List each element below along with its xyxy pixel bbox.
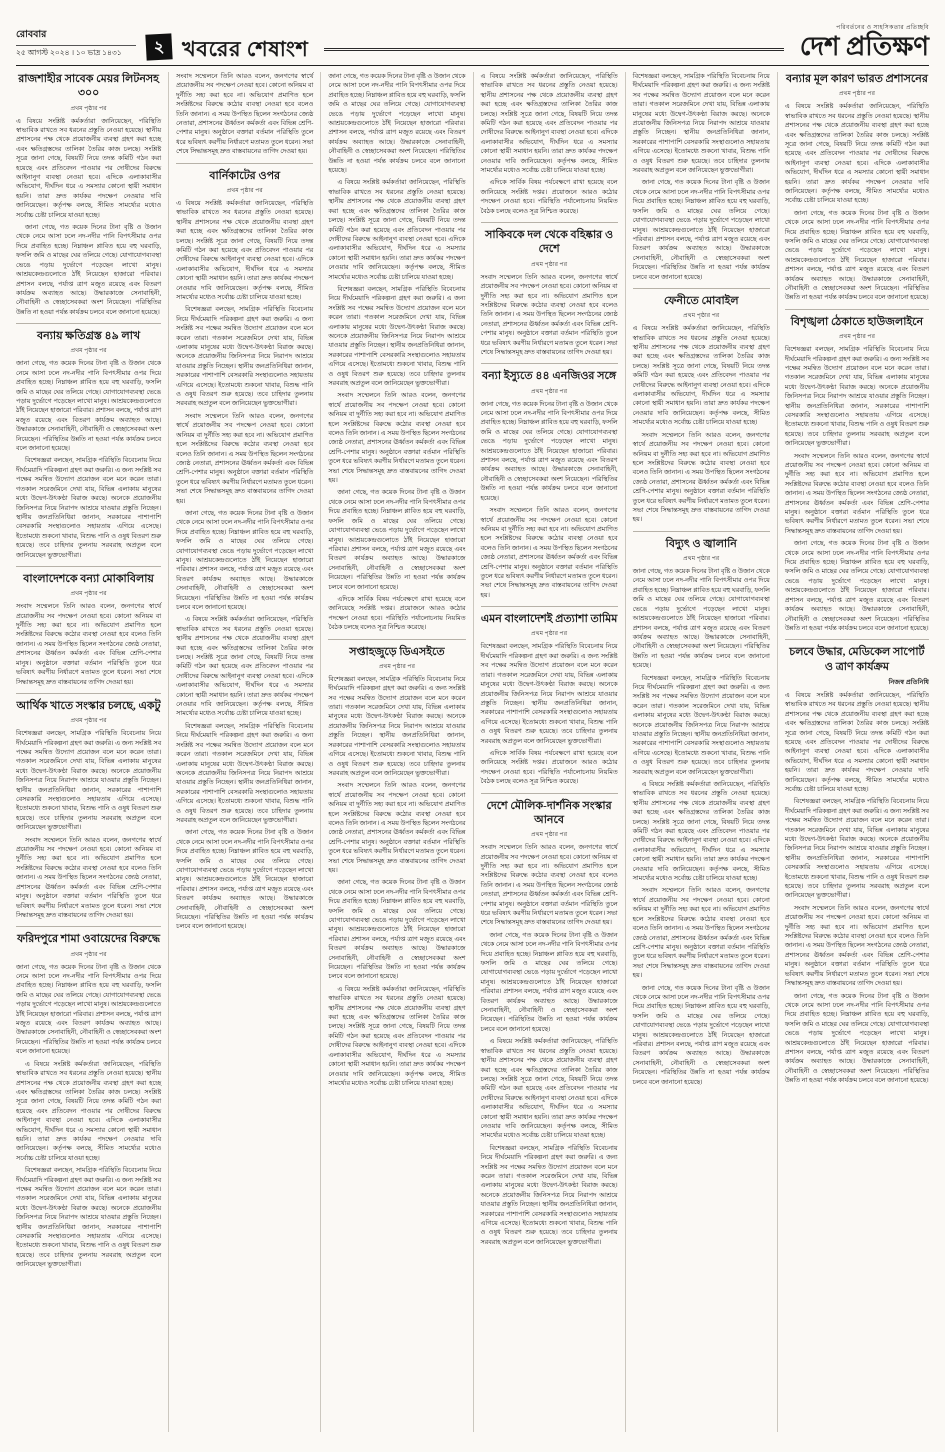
article-continuation xyxy=(328,72,465,633)
article-headline: ফেনীতে মোবাইল xyxy=(663,294,739,307)
masthead-title: দেশ প্রতিক্ষণ xyxy=(799,32,929,61)
article-body: এ বিষয়ে সংশ্লিষ্ট কর্মকর্তারা জানিয়েছেন, পরিস্থিতি স্বাভাবিক রাখতে সব ধরনের প্রস্তুতি নেওয়া হয়েছে। স্থানীয় প্রশাসনের পক্ষ থেকে প্রয়োজনীয় ব্যবস্থা গ্রহণ করা হচ্ছে এবং ক্ষতিগ্রস্তদের তালিকা তৈরির কাজ চলছে। সংশ্লিষ্ট সূত্রে জানা গেছে, বিষয়টি নিয়ে তদন্ত কমিটি গঠন করা হয়েছে এবং প্রতিবেদন পাওয়ার পর দোষীদের বিরুদ্ধে আইনানুগ ব্যবস্থা নেওয়া হবে। এদিকে এলাকাবাসীর অভিযোগ, দীর্ঘদিন ধরে এ সমস্যার কোনো স্থায়ী সমাধান হয়নি। তারা দ্রুত কার্যকর পদক্ষেপ নেওয়ার দাবি জানিয়েছেন। কর্তৃপক্ষ বলছে, সীমিত সামর্থ্যের মধ্যেও সর্বোচ্চ চেষ্টা চালিয়ে যাওয়া হচ্ছে। xyxy=(632,325,770,427)
article-body: বিশেষজ্ঞরা বলছেন, সামগ্রিক পরিস্থিতি বিবেচনায় নিয়ে দীর্ঘমেয়াদি পরিকল্পনা গ্রহণ করা জরুরি। এ জন্য সংশ্লিষ্ট সব পক্ষের সমন্বিত উদ্যোগ প্রয়োজন বলে মনে করেন তারা। গতকাল সরেজমিনে দেখা যায়, বিভিন্ন এলাকায় মানুষের মধ্যে উদ্বেগ-উৎকণ্ঠা বিরাজ করছে। অনেকে প্রয়োজনীয় জিনিসপত্র নিয়ে নিরাপদ আশ্রয়ে যাওয়ার প্রস্তুতি নিচ্ছেন। স্থানীয় জনপ্রতিনিধিরা জানান, সরকারের পাশাপাশি বেসরকারি সংস্থাগুলোও সহায়তায় এগিয়ে এসেছে। ইতোমধ্যে শুকনো খাবার, বিশুদ্ধ পানি ও ওষুধ বিতরণ শুরু হয়েছে। তবে চাহিদার তুলনায় সরবরাহ অপ্রতুল বলে জানিয়েছেন ভুক্তভোগীরা। xyxy=(784,798,929,900)
article-body: জানা গেছে, গত কয়েক দিনের টানা বৃষ্টি ও উজান থেকে নেমে আসা ঢলে নদ-নদীর পানি বিপৎসীমার ওপর দিয়ে প্রবাহিত হচ্ছে। নিম্নাঞ্চল প্লাবিত হয়ে বহু ঘরবাড়ি, ফসলি জমি ও মাছের ঘের তলিয়ে গেছে। যোগাযোগব্যবস্থা ভেঙে পড়ায় দুর্ভোগে পড়েছেন লাখো মানুষ। আশ্রয়কেন্দ্রগুলোতে ঠাঁই নিয়েছেন হাজারো পরিবার। প্রশাসন বলছে, পর্যাপ্ত ত্রাণ মজুত রয়েছে এবং বিতরণ কার্যক্রম অব্যাহত আছে। উদ্ধারকাজে সেনাবাহিনী, নৌবাহিনী ও স্বেচ্ছাসেবকরা অংশ নিয়েছেন। পরিস্থিতির উন্নতি না হওয়া পর্যন্ত কার্যক্রম চলবে বলে জানানো হয়েছে। xyxy=(480,931,618,1033)
masthead xyxy=(800,22,929,60)
continued-from-label: প্রথম পৃষ্ঠার পর xyxy=(838,90,876,98)
article-headline: বন্যায় ক্ষতিগ্রস্ত ৪৯ লাখ xyxy=(37,330,141,343)
article-bonna-karon xyxy=(785,72,929,303)
article-body: বিশেষজ্ঞরা বলছেন, সামগ্রিক পরিস্থিতি বিবেচনায় নিয়ে দীর্ঘমেয়াদি পরিকল্পনা গ্রহণ করা জরুরি। এ জন্য সংশ্লিষ্ট সব পক্ষের সমন্বিত উদ্যোগ প্রয়োজন বলে মনে করেন তারা। গতকাল সরেজমিনে দেখা যায়, বিভিন্ন এলাকায় মানুষের মধ্যে উদ্বেগ-উৎকণ্ঠা বিরাজ করছে। অনেকে প্রয়োজনীয় জিনিসপত্র নিয়ে নিরাপদ আশ্রয়ে যাওয়ার প্রস্তুতি নিচ্ছেন। স্থানীয় জনপ্রতিনিধিরা জানান, সরকারের পাশাপাশি বেসরকারি সংস্থাগুলোও সহায়তায় এগিয়ে এসেছে। ইতোমধ্যে শুকনো খাবার, বিশুদ্ধ পানি ও ওষুধ বিতরণ শুরু হয়েছে। তবে চাহিদার তুলনায় সরবরাহ অপ্রতুল বলে জানিয়েছেন ভুক্তভোগীরা। xyxy=(632,73,770,175)
article-headline: বিশৃঙ্খলা ঠেকাতে হাউজলাইনে xyxy=(790,315,924,328)
article-body: বিশেষজ্ঞরা বলছেন, সামগ্রিক পরিস্থিতি বিবেচনায় নিয়ে দীর্ঘমেয়াদি পরিকল্পনা গ্রহণ করা জরুরি। এ জন্য সংশ্লিষ্ট সব পক্ষের সমন্বিত উদ্যোগ প্রয়োজন বলে মনে করেন তারা। গতকাল সরেজমিনে দেখা যায়, বিভিন্ন এলাকায় মানুষের মধ্যে উদ্বেগ-উৎকণ্ঠা বিরাজ করছে। অনেকে প্রয়োজনীয় জিনিসপত্র নিয়ে নিরাপদ আশ্রয়ে যাওয়ার প্রস্তুতি নিচ্ছেন। স্থানীয় জনপ্রতিনিধিরা জানান, সরকারের পাশাপাশি বেসরকারি সংস্থাগুলোও সহায়তায় এগিয়ে এসেছে। ইতোমধ্যে শুকনো খাবার, বিশুদ্ধ পানি ও ওষুধ বিতরণ শুরু হয়েছে। তবে চাহিদার তুলনায় সরবরাহ অপ্রতুল বলে জানিয়েছেন ভুক্তভোগীরা। xyxy=(480,1144,618,1246)
continued-from-label: প্রথম পৃষ্ঠার পর xyxy=(530,260,568,268)
continued-from-label: প্রথম পৃষ্ঠার পর xyxy=(683,555,720,563)
article-body: এ বিষয়ে সংশ্লিষ্ট কর্মকর্তারা জানিয়েছেন, পরিস্থিতি স্বাভাবিক রাখতে সব ধরনের প্রস্তুতি নেওয়া হয়েছে। স্থানীয় প্রশাসনের পক্ষ থেকে প্রয়োজনীয় ব্যবস্থা গ্রহণ করা হচ্ছে এবং ক্ষতিগ্রস্তদের তালিকা তৈরির কাজ চলছে। সংশ্লিষ্ট সূত্রে জানা গেছে, বিষয়টি নিয়ে তদন্ত কমিটি গঠন করা হয়েছে এবং প্রতিবেদন পাওয়ার পর দোষীদের বিরুদ্ধে আইনানুগ ব্যবস্থা নেওয়া হবে। এদিকে এলাকাবাসীর অভিযোগ, দীর্ঘদিন ধরে এ সমস্যার কোনো স্থায়ী সমাধান হয়নি। তারা দ্রুত কার্যকর পদক্ষেপ নেওয়ার দাবি জানিয়েছেন। কর্তৃপক্ষ বলছে, সীমিত সামর্থ্যের মধ্যেও সর্বোচ্চ চেষ্টা চালিয়ে যাওয়া হচ্ছে। xyxy=(784,103,929,205)
continued-from-label: প্রথম পৃষ্ঠার পর xyxy=(70,590,107,598)
article-headline: চলবে উদ্ধার, মেডিকেল সাপোর্ট ও ত্রাণ কার্যক্রম xyxy=(789,646,925,673)
article-moulik xyxy=(481,793,618,1248)
header-day-date xyxy=(16,28,136,60)
article-body: সংবাদ সম্মেলনে তিনি আরও বলেন, জনগণের স্বার্থে প্রয়োজনীয় সব পদক্ষেপ নেওয়া হবে। কোনো অনিয়ম বা দুর্নীতি সহ্য করা হবে না। অভিযোগ প্রমাণিত হলে সংশ্লিষ্টদের বিরুদ্ধে কঠোর ব্যবস্থা নেওয়া হবে বলেও তিনি জানান। এ সময় উপস্থিত ছিলেন সংগঠনের জ্যেষ্ঠ নেতারা, প্রশাসনের ঊর্ধ্বতন কর্মকর্তা এবং বিভিন্ন শ্রেণি-পেশার মানুষ। অনুষ্ঠানে বক্তারা বর্তমান পরিস্থিতি তুলে ধরে ভবিষ্যৎ করণীয় নির্ধারণে মতামত তুলে ধরেন। সভা শেষে সিদ্ধান্তসমূহ দ্রুত বাস্তবায়নের তাগিদ দেওয়া হয়। xyxy=(784,904,929,988)
article-body: জানা গেছে, গত কয়েক দিনের টানা বৃষ্টি ও উজান থেকে নেমে আসা ঢলে নদ-নদীর পানি বিপৎসীমার ওপর দিয়ে প্রবাহিত হচ্ছে। নিম্নাঞ্চল প্লাবিত হয়ে বহু ঘরবাড়ি, ফসলি জমি ও মাছের ঘের তলিয়ে গেছে। যোগাযোগব্যবস্থা ভেঙে পড়ায় দুর্ভোগে পড়েছেন লাখো মানুষ। আশ্রয়কেন্দ্রগুলোতে ঠাঁই নিয়েছেন হাজারো পরিবার। প্রশাসন বলছে, পর্যাপ্ত ত্রাণ মজুত রয়েছে এবং বিতরণ কার্যক্রম অব্যাহত আছে। উদ্ধারকাজে সেনাবাহিনী, নৌবাহিনী ও স্বেচ্ছাসেবকরা অংশ নিয়েছেন। পরিস্থিতির উন্নতি না হওয়া পর্যন্ত কার্যক্রম চলবে বলে জানানো হয়েছে। xyxy=(328,879,466,981)
article-body: বিশেষজ্ঞরা বলছেন, সামগ্রিক পরিস্থিতি বিবেচনায় নিয়ে দীর্ঘমেয়াদি পরিকল্পনা গ্রহণ করা জরুরি। এ জন্য সংশ্লিষ্ট সব পক্ষের সমন্বিত উদ্যোগ প্রয়োজন বলে মনে করেন তারা। গতকাল সরেজমিনে দেখা যায়, বিভিন্ন এলাকায় মানুষের মধ্যে উদ্বেগ-উৎকণ্ঠা বিরাজ করছে। অনেকে প্রয়োজনীয় জিনিসপত্র নিয়ে নিরাপদ আশ্রয়ে যাওয়ার প্রস্তুতি নিচ্ছেন। স্থানীয় জনপ্রতিনিধিরা জানান, সরকারের পাশাপাশি বেসরকারি সংস্থাগুলোও সহায়তায় এগিয়ে এসেছে। ইতোমধ্যে শুকনো খাবার, বিশুদ্ধ পানি ও ওষুধ বিতরণ শুরু হয়েছে। তবে চাহিদার তুলনায় সরবরাহ অপ্রতুল বলে জানিয়েছেন ভুক্তভোগীরা। xyxy=(16,1167,162,1269)
article-body: জানা গেছে, গত কয়েক দিনের টানা বৃষ্টি ও উজান থেকে নেমে আসা ঢলে নদ-নদীর পানি বিপৎসীমার ওপর দিয়ে প্রবাহিত হচ্ছে। নিম্নাঞ্চল প্লাবিত হয়ে বহু ঘরবাড়ি, ফসলি জমি ও মাছের ঘের তলিয়ে গেছে। যোগাযোগব্যবস্থা ভেঙে পড়ায় দুর্ভোগে পড়েছেন লাখো মানুষ। আশ্রয়কেন্দ্রগুলোতে ঠাঁই নিয়েছেন হাজারো পরিবার। প্রশাসন বলছে, পর্যাপ্ত ত্রাণ মজুত রয়েছে এবং বিতরণ কার্যক্রম অব্যাহত আছে। উদ্ধারকাজে সেনাবাহিনী, নৌবাহিনী ও স্বেচ্ছাসেবকরা অংশ নিয়েছেন। পরিস্থিতির উন্নতি না হওয়া পর্যন্ত কার্যক্রম চলবে বলে জানানো হয়েছে। xyxy=(480,400,618,502)
page-number-badge: ২ xyxy=(145,33,172,60)
article-body: বিশেষজ্ঞরা বলছেন, সামগ্রিক পরিস্থিতি বিবেচনায় নিয়ে দীর্ঘমেয়াদি পরিকল্পনা গ্রহণ করা জরুরি। এ জন্য সংশ্লিষ্ট সব পক্ষের সমন্বিত উদ্যোগ প্রয়োজন বলে মনে করেন তারা। গতকাল সরেজমিনে দেখা যায়, বিভিন্ন এলাকায় মানুষের মধ্যে উদ্বেগ-উৎকণ্ঠা বিরাজ করছে। অনেকে প্রয়োজনীয় জিনিসপত্র নিয়ে নিরাপদ আশ্রয়ে যাওয়ার প্রস্তুতি নিচ্ছেন। স্থানীয় জনপ্রতিনিধিরা জানান, সরকারের পাশাপাশি বেসরকারি সংস্থাগুলোও সহায়তায় এগিয়ে এসেছে। ইতোমধ্যে শুকনো খাবার, বিশুদ্ধ পানি ও ওষুধ বিতরণ শুরু হয়েছে। তবে চাহিদার তুলনায় সরবরাহ অপ্রতুল বলে জানিয়েছেন ভুক্তভোগীরা। xyxy=(632,674,770,776)
article-body: বিশেষজ্ঞরা বলছেন, সামগ্রিক পরিস্থিতি বিবেচনায় নিয়ে দীর্ঘমেয়াদি পরিকল্পনা গ্রহণ করা জরুরি। এ জন্য সংশ্লিষ্ট সব পক্ষের সমন্বিত উদ্যোগ প্রয়োজন বলে মনে করেন তারা। গতকাল সরেজমিনে দেখা যায়, বিভিন্ন এলাকায় মানুষের মধ্যে উদ্বেগ-উৎকণ্ঠা বিরাজ করছে। অনেকে প্রয়োজনীয় জিনিসপত্র নিয়ে নিরাপদ আশ্রয়ে যাওয়ার প্রস্তুতি নিচ্ছেন। স্থানীয় জনপ্রতিনিধিরা জানান, সরকারের পাশাপাশি বেসরকারি সংস্থাগুলোও সহায়তায় এগিয়ে এসেছে। ইতোমধ্যে শুকনো খাবার, বিশুদ্ধ পানি ও ওষুধ বিতরণ শুরু হয়েছে। তবে চাহিদার তুলনায় সরবরাহ অপ্রতুল বলে জানিয়েছেন ভুক্তভোগীরা। xyxy=(480,643,618,745)
header-divider-rule xyxy=(324,48,783,51)
article-body: জানা গেছে, গত কয়েক দিনের টানা বৃষ্টি ও উজান থেকে নেমে আসা ঢলে নদ-নদীর পানি বিপৎসীমার ওপর দিয়ে প্রবাহিত হচ্ছে। নিম্নাঞ্চল প্লাবিত হয়ে বহু ঘরবাড়ি, ফসলি জমি ও মাছের ঘের তলিয়ে গেছে। যোগাযোগব্যবস্থা ভেঙে পড়ায় দুর্ভোগে পড়েছেন লাখো মানুষ। আশ্রয়কেন্দ্রগুলোতে ঠাঁই নিয়েছেন হাজারো পরিবার। প্রশাসন বলছে, পর্যাপ্ত ত্রাণ মজুত রয়েছে এবং বিতরণ কার্যক্রম অব্যাহত আছে। উদ্ধারকাজে সেনাবাহিনী, নৌবাহিনী ও স্বেচ্ছাসেবকরা অংশ নিয়েছেন। পরিস্থিতির উন্নতি না হওয়া পর্যন্ত কার্যক্রম চলবে বলে জানানো হয়েছে। xyxy=(328,489,466,591)
article-body: জানা গেছে, গত কয়েক দিনের টানা বৃষ্টি ও উজান থেকে নেমে আসা ঢলে নদ-নদীর পানি বিপৎসীমার ওপর দিয়ে প্রবাহিত হচ্ছে। নিম্নাঞ্চল প্লাবিত হয়ে বহু ঘরবাড়ি, ফসলি জমি ও মাছের ঘের তলিয়ে গেছে। যোগাযোগব্যবস্থা ভেঙে পড়ায় দুর্ভোগে পড়েছেন লাখো মানুষ। আশ্রয়কেন্দ্রগুলোতে ঠাঁই নিয়েছেন হাজারো পরিবার। প্রশাসন বলছে, পর্যাপ্ত ত্রাণ মজুত রয়েছে এবং বিতরণ কার্যক্রম অব্যাহত আছে। উদ্ধারকাজে সেনাবাহিনী, নৌবাহিনী ও স্বেচ্ছাসেবকরা অংশ নিয়েছেন। পরিস্থিতির উন্নতি না হওয়া পর্যন্ত কার্যক্রম চলবে বলে জানানো হয়েছে। xyxy=(632,179,770,281)
column-5 xyxy=(625,72,777,1432)
article-bishrinkhola xyxy=(785,309,929,633)
columns-grid xyxy=(16,72,929,1432)
article-feni-mobile xyxy=(633,288,770,525)
article-headline: বন্যা ইস্যুতে ৪৪ এনজিওর সঙ্গে xyxy=(481,370,617,383)
article-body: জানা গেছে, গত কয়েক দিনের টানা বৃষ্টি ও উজান থেকে নেমে আসা ঢলে নদ-নদীর পানি বিপৎসীমার ওপর দিয়ে প্রবাহিত হচ্ছে। নিম্নাঞ্চল প্লাবিত হয়ে বহু ঘরবাড়ি, ফসলি জমি ও মাছের ঘের তলিয়ে গেছে। যোগাযোগব্যবস্থা ভেঙে পড়ায় দুর্ভোগে পড়েছেন লাখো মানুষ। আশ্রয়কেন্দ্রগুলোতে ঠাঁই নিয়েছেন হাজারো পরিবার। প্রশাসন বলছে, পর্যাপ্ত ত্রাণ মজুত রয়েছে এবং বিতরণ কার্যক্রম অব্যাহত আছে। উদ্ধারকাজে সেনাবাহিনী, নৌবাহিনী ও স্বেচ্ছাসেবকরা অংশ নিয়েছেন। পরিস্থিতির উন্নতি না হওয়া পর্যন্ত কার্যক্রম চলবে বলে জানানো হয়েছে। xyxy=(632,568,770,670)
article-body: জানা গেছে, গত কয়েক দিনের টানা বৃষ্টি ও উজান থেকে নেমে আসা ঢলে নদ-নদীর পানি বিপৎসীমার ওপর দিয়ে প্রবাহিত হচ্ছে। নিম্নাঞ্চল প্লাবিত হয়ে বহু ঘরবাড়ি, ফসলি জমি ও মাছের ঘের তলিয়ে গেছে। যোগাযোগব্যবস্থা ভেঙে পড়ায় দুর্ভোগে পড়েছেন লাখো মানুষ। আশ্রয়কেন্দ্রগুলোতে ঠাঁই নিয়েছেন হাজারো পরিবার। প্রশাসন বলছে, পর্যাপ্ত ত্রাণ মজুত রয়েছে এবং বিতরণ কার্যক্রম অব্যাহত আছে। উদ্ধারকাজে সেনাবাহিনী, নৌবাহিনী ও স্বেচ্ছাসেবকরা অংশ নিয়েছেন। পরিস্থিতির উন্নতি না হওয়া পর্যন্ত কার্যক্রম চলবে বলে জানানো হয়েছে। xyxy=(16,224,162,316)
continued-from-label: প্রথম পৃষ্ঠার পর xyxy=(530,387,568,395)
article-ngo xyxy=(481,363,618,600)
article-continuation xyxy=(176,72,313,157)
article-body: এ বিষয়ে সংশ্লিষ্ট কর্মকর্তারা জানিয়েছেন, পরিস্থিতি স্বাভাবিক রাখতে সব ধরনের প্রস্তুতি নেওয়া হয়েছে। স্থানীয় প্রশাসনের পক্ষ থেকে প্রয়োজনীয় ব্যবস্থা গ্রহণ করা হচ্ছে এবং ক্ষতিগ্রস্তদের তালিকা তৈরির কাজ চলছে। সংশ্লিষ্ট সূত্রে জানা গেছে, বিষয়টি নিয়ে তদন্ত কমিটি গঠন করা হয়েছে এবং প্রতিবেদন পাওয়ার পর দোষীদের বিরুদ্ধে আইনানুগ ব্যবস্থা নেওয়া হবে। এদিকে এলাকাবাসীর অভিযোগ, দীর্ঘদিন ধরে এ সমস্যার কোনো স্থায়ী সমাধান হয়নি। তারা দ্রুত কার্যকর পদক্ষেপ নেওয়ার দাবি জানিয়েছেন। কর্তৃপক্ষ বলছে, সীমিত সামর্থ্যের মধ্যেও সর্বোচ্চ চেষ্টা চালিয়ে যাওয়া হচ্ছে। xyxy=(480,1038,618,1140)
article-body: এদিকে সার্বিক বিষয় পর্যবেক্ষণে রাখা হয়েছে বলে জানিয়েছে সংশ্লিষ্ট দপ্তর। প্রয়োজনে আরও কঠোর পদক্ষেপ নেওয়া হবে। পরিস্থিতি পর্যালোচনায় নিয়মিত বৈঠক চলছে বলেও সূত্র নিশ্চিত করেছে। xyxy=(328,595,466,632)
article-body: এ বিষয়ে সংশ্লিষ্ট কর্মকর্তারা জানিয়েছেন, পরিস্থিতি স্বাভাবিক রাখতে সব ধরনের প্রস্তুতি নেওয়া হয়েছে। স্থানীয় প্রশাসনের পক্ষ থেকে প্রয়োজনীয় ব্যবস্থা গ্রহণ করা হচ্ছে এবং ক্ষতিগ্রস্তদের তালিকা তৈরির কাজ চলছে। সংশ্লিষ্ট সূত্রে জানা গেছে, বিষয়টি নিয়ে তদন্ত কমিটি গঠন করা হয়েছে এবং প্রতিবেদন পাওয়ার পর দোষীদের বিরুদ্ধে আইনানুগ ব্যবস্থা নেওয়া হবে। এদিকে এলাকাবাসীর অভিযোগ, দীর্ঘদিন ধরে এ সমস্যার কোনো স্থায়ী সমাধান হয়নি। তারা দ্রুত কার্যকর পদক্ষেপ নেওয়ার দাবি জানিয়েছেন। কর্তৃপক্ষ বলছে, সীমিত সামর্থ্যের মধ্যেও সর্বোচ্চ চেষ্টা চালিয়ে যাওয়া হচ্ছে। xyxy=(176,199,314,302)
continued-from-label: প্রথম পৃষ্ঠার পর xyxy=(530,831,568,839)
article-headline: সপ্তাহজুড়ে ডিএসইতে xyxy=(349,645,445,658)
article-body: জানা গেছে, গত কয়েক দিনের টানা বৃষ্টি ও উজান থেকে নেমে আসা ঢলে নদ-নদীর পানি বিপৎসীমার ওপর দিয়ে প্রবাহিত হচ্ছে। নিম্নাঞ্চল প্লাবিত হয়ে বহু ঘরবাড়ি, ফসলি জমি ও মাছের ঘের তলিয়ে গেছে। যোগাযোগব্যবস্থা ভেঙে পড়ায় দুর্ভোগে পড়েছেন লাখো মানুষ। আশ্রয়কেন্দ্রগুলোতে ঠাঁই নিয়েছেন হাজারো পরিবার। প্রশাসন বলছে, পর্যাপ্ত ত্রাণ মজুত রয়েছে এবং বিতরণ কার্যক্রম অব্যাহত আছে। উদ্ধারকাজে সেনাবাহিনী, নৌবাহিনী ও স্বেচ্ছাসেবকরা অংশ নিয়েছেন। পরিস্থিতির উন্নতি না হওয়া পর্যন্ত কার্যক্রম চলবে বলে জানানো হয়েছে। xyxy=(16,360,162,453)
article-headline: সাকিবকে দল থেকে বহিষ্কার ও দেশে xyxy=(485,229,614,256)
article-headline: বাংলাদেশকে বন্যা মোকাবিলায় xyxy=(23,572,154,585)
date-line: ২৫ আগস্ট ২০২৪ । ১০ ভাদ্র ১৪৩১ xyxy=(16,48,122,57)
article-body: সংবাদ সম্মেলনে তিনি আরও বলেন, জনগণের স্বার্থে প্রয়োজনীয় সব পদক্ষেপ নেওয়া হবে। কোনো অনিয়ম বা দুর্নীতি সহ্য করা হবে না। অভিযোগ প্রমাণিত হলে সংশ্লিষ্টদের বিরুদ্ধে কঠোর ব্যবস্থা নেওয়া হবে বলেও তিনি জানান। এ সময় উপস্থিত ছিলেন সংগঠনের জ্যেষ্ঠ নেতারা, প্রশাসনের ঊর্ধ্বতন কর্মকর্তা এবং বিভিন্ন শ্রেণি-পেশার মানুষ। অনুষ্ঠানে বক্তারা বর্তমান পরিস্থিতি তুলে ধরে ভবিষ্যৎ করণীয় নির্ধারণে মতামত তুলে ধরেন। সভা শেষে সিদ্ধান্তসমূহ দ্রুত বাস্তবায়নের তাগিদ দেওয়া হয়। xyxy=(784,452,929,535)
article-body: এ বিষয়ে সংশ্লিষ্ট কর্মকর্তারা জানিয়েছেন, পরিস্থিতি স্বাভাবিক রাখতে সব ধরনের প্রস্তুতি নেওয়া হয়েছে। স্থানীয় প্রশাসনের পক্ষ থেকে প্রয়োজনীয় ব্যবস্থা গ্রহণ করা হচ্ছে এবং ক্ষতিগ্রস্তদের তালিকা তৈরির কাজ চলছে। সংশ্লিষ্ট সূত্রে জানা গেছে, বিষয়টি নিয়ে তদন্ত কমিটি গঠন করা হয়েছে এবং প্রতিবেদন পাওয়ার পর দোষীদের বিরুদ্ধে আইনানুগ ব্যবস্থা নেওয়া হবে। এদিকে এলাকাবাসীর অভিযোগ, দীর্ঘদিন ধরে এ সমস্যার কোনো স্থায়ী সমাধান হয়নি। তারা দ্রুত কার্যকর পদক্ষেপ নেওয়ার দাবি জানিয়েছেন। কর্তৃপক্ষ বলছে, সীমিত সামর্থ্যের মধ্যেও সর্বোচ্চ চেষ্টা চালিয়ে যাওয়া হচ্ছে। xyxy=(328,985,466,1087)
article-body: সংবাদ সম্মেলনে তিনি আরও বলেন, জনগণের স্বার্থে প্রয়োজনীয় সব পদক্ষেপ নেওয়া হবে। কোনো অনিয়ম বা দুর্নীতি সহ্য করা হবে না। অভিযোগ প্রমাণিত হলে সংশ্লিষ্টদের বিরুদ্ধে কঠোর ব্যবস্থা নেওয়া হবে বলেও তিনি জানান। এ সময় উপস্থিত ছিলেন সংগঠনের জ্যেষ্ঠ নেতারা, প্রশাসনের ঊর্ধ্বতন কর্মকর্তা এবং বিভিন্ন শ্রেণি-পেশার মানুষ। অনুষ্ঠানে বক্তারা বর্তমান পরিস্থিতি তুলে ধরে ভবিষ্যৎ করণীয় নির্ধারণে মতামত তুলে ধরেন। সভা শেষে সিদ্ধান্তসমূহ দ্রুত বাস্তবায়নের তাগিদ দেওয়া হয়। xyxy=(480,507,618,599)
article-headline: এমন বাংলাদেশই প্রত্যাশা তামিম xyxy=(480,613,618,626)
continued-from-label: প্রথম পৃষ্ঠার পর xyxy=(70,950,107,958)
column-1 xyxy=(16,72,168,1432)
article-continuation xyxy=(481,72,618,216)
article-dse xyxy=(328,639,465,1089)
article-relief xyxy=(785,639,929,1085)
weekday-label: রোববার xyxy=(16,28,136,46)
article-headline: বার্নিকাটের ওপর xyxy=(209,169,281,182)
article-headline: রাজশাহীর সাবেক মেয়র লিটনসহ ৩০০ xyxy=(18,73,159,100)
article-body: সংবাদ সম্মেলনে তিনি আরও বলেন, জনগণের স্বার্থে প্রয়োজনীয় সব পদক্ষেপ নেওয়া হবে। কোনো অনিয়ম বা দুর্নীতি সহ্য করা হবে না। অভিযোগ প্রমাণিত হলে সংশ্লিষ্টদের বিরুদ্ধে কঠোর ব্যবস্থা নেওয়া হবে বলেও তিনি জানান। এ সময় উপস্থিত ছিলেন সংগঠনের জ্যেষ্ঠ নেতারা, প্রশাসনের ঊর্ধ্বতন কর্মকর্তা এবং বিভিন্ন শ্রেণি-পেশার মানুষ। অনুষ্ঠানে বক্তারা বর্তমান পরিস্থিতি তুলে ধরে ভবিষ্যৎ করণীয় নির্ধারণে মতামত তুলে ধরেন। সভা শেষে সিদ্ধান্তসমূহ দ্রুত বাস্তবায়নের তাগিদ দেওয়া হয়। xyxy=(328,782,466,874)
column-4 xyxy=(473,72,625,1432)
article-body: এ বিষয়ে সংশ্লিষ্ট কর্মকর্তারা জানিয়েছেন, পরিস্থিতি স্বাভাবিক রাখতে সব ধরনের প্রস্তুতি নেওয়া হয়েছে। স্থানীয় প্রশাসনের পক্ষ থেকে প্রয়োজনীয় ব্যবস্থা গ্রহণ করা হচ্ছে এবং ক্ষতিগ্রস্তদের তালিকা তৈরির কাজ চলছে। সংশ্লিষ্ট সূত্রে জানা গেছে, বিষয়টি নিয়ে তদন্ত কমিটি গঠন করা হয়েছে এবং প্রতিবেদন পাওয়ার পর দোষীদের বিরুদ্ধে আইনানুগ ব্যবস্থা নেওয়া হবে। এদিকে এলাকাবাসীর অভিযোগ, দীর্ঘদিন ধরে এ সমস্যার কোনো স্থায়ী সমাধান হয়নি। তারা দ্রুত কার্যকর পদক্ষেপ নেওয়ার দাবি জানিয়েছেন। কর্তৃপক্ষ বলছে, সীমিত সামর্থ্যের মধ্যেও সর্বোচ্চ চেষ্টা চালিয়ে যাওয়া হচ্ছে। xyxy=(176,616,314,718)
article-biddut xyxy=(633,531,770,1087)
section-title: খবরের শেষাংশ xyxy=(182,36,309,61)
column-3 xyxy=(320,72,472,1432)
article-body: বিশেষজ্ঞরা বলছেন, সামগ্রিক পরিস্থিতি বিবেচনায় নিয়ে দীর্ঘমেয়াদি পরিকল্পনা গ্রহণ করা জরুরি। এ জন্য সংশ্লিষ্ট সব পক্ষের সমন্বিত উদ্যোগ প্রয়োজন বলে মনে করেন তারা। গতকাল সরেজমিনে দেখা যায়, বিভিন্ন এলাকায় মানুষের মধ্যে উদ্বেগ-উৎকণ্ঠা বিরাজ করছে। অনেকে প্রয়োজনীয় জিনিসপত্র নিয়ে নিরাপদ আশ্রয়ে যাওয়ার প্রস্তুতি নিচ্ছেন। স্থানীয় জনপ্রতিনিধিরা জানান, সরকারের পাশাপাশি বেসরকারি সংস্থাগুলোও সহায়তায় এগিয়ে এসেছে। ইতোমধ্যে শুকনো খাবার, বিশুদ্ধ পানি ও ওষুধ বিতরণ শুরু হয়েছে। তবে চাহিদার তুলনায় সরবরাহ অপ্রতুল বলে জানিয়েছেন ভুক্তভোগীরা। xyxy=(16,730,162,832)
continued-from-label: প্রথম পৃষ্ঠার পর xyxy=(530,630,568,638)
article-body: সংবাদ সম্মেলনে তিনি আরও বলেন, জনগণের স্বার্থে প্রয়োজনীয় সব পদক্ষেপ নেওয়া হবে। কোনো অনিয়ম বা দুর্নীতি সহ্য করা হবে না। অভিযোগ প্রমাণিত হলে সংশ্লিষ্টদের বিরুদ্ধে কঠোর ব্যবস্থা নেওয়া হবে বলেও তিনি জানান। এ সময় উপস্থিত ছিলেন সংগঠনের জ্যেষ্ঠ নেতারা, প্রশাসনের ঊর্ধ্বতন কর্মকর্তা এবং বিভিন্ন শ্রেণি-পেশার মানুষ। অনুষ্ঠানে বক্তারা বর্তমান পরিস্থিতি তুলে ধরে ভবিষ্যৎ করণীয় নির্ধারণে মতামত তুলে ধরেন। সভা শেষে সিদ্ধান্তসমূহ দ্রুত বাস্তবায়নের তাগিদ দেওয়া হয়। xyxy=(480,273,618,356)
article-headline: আর্থিক খাতে সংস্কার চলছে, একটু xyxy=(16,699,161,712)
article-rajshahi xyxy=(16,72,161,317)
column-6 xyxy=(777,72,929,1432)
continued-from-label: প্রথম পৃষ্ঠার পর xyxy=(70,347,107,355)
article-body: বিশেষজ্ঞরা বলছেন, সামগ্রিক পরিস্থিতি বিবেচনায় নিয়ে দীর্ঘমেয়াদি পরিকল্পনা গ্রহণ করা জরুরি। এ জন্য সংশ্লিষ্ট সব পক্ষের সমন্বিত উদ্যোগ প্রয়োজন বলে মনে করেন তারা। গতকাল সরেজমিনে দেখা যায়, বিভিন্ন এলাকায় মানুষের মধ্যে উদ্বেগ-উৎকণ্ঠা বিরাজ করছে। অনেকে প্রয়োজনীয় জিনিসপত্র নিয়ে নিরাপদ আশ্রয়ে যাওয়ার প্রস্তুতি নিচ্ছেন। স্থানীয় জনপ্রতিনিধিরা জানান, সরকারের পাশাপাশি বেসরকারি সংস্থাগুলোও সহায়তায় এগিয়ে এসেছে। ইতোমধ্যে শুকনো খাবার, বিশুদ্ধ পানি ও ওষুধ বিতরণ শুরু হয়েছে। তবে চাহিদার তুলনায় সরবরাহ অপ্রতুল বলে জানিয়েছেন ভুক্তভোগীরা। xyxy=(176,306,314,408)
article-body: এদিকে সার্বিক বিষয় পর্যবেক্ষণে রাখা হয়েছে বলে জানিয়েছে সংশ্লিষ্ট দপ্তর। প্রয়োজনে আরও কঠোর পদক্ষেপ নেওয়া হবে। পরিস্থিতি পর্যালোচনায় নিয়মিত বৈঠক চলছে বলেও সূত্র নিশ্চিত করেছে। xyxy=(480,749,618,786)
article-body: সংবাদ সম্মেলনে তিনি আরও বলেন, জনগণের স্বার্থে প্রয়োজনীয় সব পদক্ষেপ নেওয়া হবে। কোনো অনিয়ম বা দুর্নীতি সহ্য করা হবে না। অভিযোগ প্রমাণিত হলে সংশ্লিষ্টদের বিরুদ্ধে কঠোর ব্যবস্থা নেওয়া হবে বলেও তিনি জানান। এ সময় উপস্থিত ছিলেন সংগঠনের জ্যেষ্ঠ নেতারা, প্রশাসনের ঊর্ধ্বতন কর্মকর্তা এবং বিভিন্ন শ্রেণি-পেশার মানুষ। অনুষ্ঠানে বক্তারা বর্তমান পরিস্থিতি তুলে ধরে ভবিষ্যৎ করণীয় নির্ধারণে মতামত তুলে ধরেন। সভা শেষে সিদ্ধান্তসমূহ দ্রুত বাস্তবায়নের তাগিদ দেওয়া হয়। xyxy=(176,412,314,505)
article-body: সংবাদ সম্মেলনে তিনি আরও বলেন, জনগণের স্বার্থে প্রয়োজনীয় সব পদক্ষেপ নেওয়া হবে। কোনো অনিয়ম বা দুর্নীতি সহ্য করা হবে না। অভিযোগ প্রমাণিত হলে সংশ্লিষ্টদের বিরুদ্ধে কঠোর ব্যবস্থা নেওয়া হবে বলেও তিনি জানান। এ সময় উপস্থিত ছিলেন সংগঠনের জ্যেষ্ঠ নেতারা, প্রশাসনের ঊর্ধ্বতন কর্মকর্তা এবং বিভিন্ন শ্রেণি-পেশার মানুষ। অনুষ্ঠানে বক্তারা বর্তমান পরিস্থিতি তুলে ধরে ভবিষ্যৎ করণীয় নির্ধারণে মতামত তুলে ধরেন। সভা শেষে সিদ্ধান্তসমূহ দ্রুত বাস্তবায়নের তাগিদ দেওয়া হয়। xyxy=(480,844,618,927)
article-headline: বন্যার মূল কারণ ভারত প্রশাসনের xyxy=(785,73,928,85)
article-headline: দেশে মৌলিক-দার্শনিক সংস্কার আনবে xyxy=(486,799,612,826)
article-body: জানা গেছে, গত কয়েক দিনের টানা বৃষ্টি ও উজান থেকে নেমে আসা ঢলে নদ-নদীর পানি বিপৎসীমার ওপর দিয়ে প্রবাহিত হচ্ছে। নিম্নাঞ্চল প্লাবিত হয়ে বহু ঘরবাড়ি, ফসলি জমি ও মাছের ঘের তলিয়ে গেছে। যোগাযোগব্যবস্থা ভেঙে পড়ায় দুর্ভোগে পড়েছেন লাখো মানুষ। আশ্রয়কেন্দ্রগুলোতে ঠাঁই নিয়েছেন হাজারো পরিবার। প্রশাসন বলছে, পর্যাপ্ত ত্রাণ মজুত রয়েছে এবং বিতরণ কার্যক্রম অব্যাহত আছে। উদ্ধারকাজে সেনাবাহিনী, নৌবাহিনী ও স্বেচ্ছাসেবকরা অংশ নিয়েছেন। পরিস্থিতির উন্নতি না হওয়া পর্যন্ত কার্যক্রম চলবে বলে জানানো হয়েছে। xyxy=(632,984,770,1086)
article-body: সংবাদ সম্মেলনে তিনি আরও বলেন, জনগণের স্বার্থে প্রয়োজনীয় সব পদক্ষেপ নেওয়া হবে। কোনো অনিয়ম বা দুর্নীতি সহ্য করা হবে না। অভিযোগ প্রমাণিত হলে সংশ্লিষ্টদের বিরুদ্ধে কঠোর ব্যবস্থা নেওয়া হবে বলেও তিনি জানান। এ সময় উপস্থিত ছিলেন সংগঠনের জ্যেষ্ঠ নেতারা, প্রশাসনের ঊর্ধ্বতন কর্মকর্তা এবং বিভিন্ন শ্রেণি-পেশার মানুষ। অনুষ্ঠানে বক্তারা বর্তমান পরিস্থিতি তুলে ধরে ভবিষ্যৎ করণীয় নির্ধারণে মতামত তুলে ধরেন। সভা শেষে সিদ্ধান্তসমূহ দ্রুত বাস্তবায়নের তাগিদ দেওয়া হয়। xyxy=(632,431,770,524)
article-body: এ বিষয়ে সংশ্লিষ্ট কর্মকর্তারা জানিয়েছেন, পরিস্থিতি স্বাভাবিক রাখতে সব ধরনের প্রস্তুতি নেওয়া হয়েছে। স্থানীয় প্রশাসনের পক্ষ থেকে প্রয়োজনীয় ব্যবস্থা গ্রহণ করা হচ্ছে এবং ক্ষতিগ্রস্তদের তালিকা তৈরির কাজ চলছে। সংশ্লিষ্ট সূত্রে জানা গেছে, বিষয়টি নিয়ে তদন্ত কমিটি গঠন করা হয়েছে এবং প্রতিবেদন পাওয়ার পর দোষীদের বিরুদ্ধে আইনানুগ ব্যবস্থা নেওয়া হবে। এদিকে এলাকাবাসীর অভিযোগ, দীর্ঘদিন ধরে এ সমস্যার কোনো স্থায়ী সমাধান হয়নি। তারা দ্রুত কার্যকর পদক্ষেপ নেওয়ার দাবি জানিয়েছেন। কর্তৃপক্ষ বলছে, সীমিত সামর্থ্যের মধ্যেও সর্বোচ্চ চেষ্টা চালিয়ে যাওয়া হচ্ছে। xyxy=(480,73,618,175)
article-body: জানা গেছে, গত কয়েক দিনের টানা বৃষ্টি ও উজান থেকে নেমে আসা ঢলে নদ-নদীর পানি বিপৎসীমার ওপর দিয়ে প্রবাহিত হচ্ছে। নিম্নাঞ্চল প্লাবিত হয়ে বহু ঘরবাড়ি, ফসলি জমি ও মাছের ঘের তলিয়ে গেছে। যোগাযোগব্যবস্থা ভেঙে পড়ায় দুর্ভোগে পড়েছেন লাখো মানুষ। আশ্রয়কেন্দ্রগুলোতে ঠাঁই নিয়েছেন হাজারো পরিবার। প্রশাসন বলছে, পর্যাপ্ত ত্রাণ মজুত রয়েছে এবং বিতরণ কার্যক্রম অব্যাহত আছে। উদ্ধারকাজে সেনাবাহিনী, নৌবাহিনী ও স্বেচ্ছাসেবকরা অংশ নিয়েছেন। পরিস্থিতির উন্নতি না হওয়া পর্যন্ত কার্যক্রম চলবে বলে জানানো হয়েছে। xyxy=(784,540,929,632)
article-body: সংবাদ সম্মেলনে তিনি আরও বলেন, জনগণের স্বার্থে প্রয়োজনীয় সব পদক্ষেপ নেওয়া হবে। কোনো অনিয়ম বা দুর্নীতি সহ্য করা হবে না। অভিযোগ প্রমাণিত হলে সংশ্লিষ্টদের বিরুদ্ধে কঠোর ব্যবস্থা নেওয়া হবে বলেও তিনি জানান। এ সময় উপস্থিত ছিলেন সংগঠনের জ্যেষ্ঠ নেতারা, প্রশাসনের ঊর্ধ্বতন কর্মকর্তা এবং বিভিন্ন শ্রেণি-পেশার মানুষ। অনুষ্ঠানে বক্তারা বর্তমান পরিস্থিতি তুলে ধরে ভবিষ্যৎ করণীয় নির্ধারণে মতামত তুলে ধরেন। সভা শেষে সিদ্ধান্তসমূহ দ্রুত বাস্তবায়নের তাগিদ দেওয়া হয়। xyxy=(176,73,314,156)
article-body: বিশেষজ্ঞরা বলছেন, সামগ্রিক পরিস্থিতি বিবেচনায় নিয়ে দীর্ঘমেয়াদি পরিকল্পনা গ্রহণ করা জরুরি। এ জন্য সংশ্লিষ্ট সব পক্ষের সমন্বিত উদ্যোগ প্রয়োজন বলে মনে করেন তারা। গতকাল সরেজমিনে দেখা যায়, বিভিন্ন এলাকায় মানুষের মধ্যে উদ্বেগ-উৎকণ্ঠা বিরাজ করছে। অনেকে প্রয়োজনীয় জিনিসপত্র নিয়ে নিরাপদ আশ্রয়ে যাওয়ার প্রস্তুতি নিচ্ছেন। স্থানীয় জনপ্রতিনিধিরা জানান, সরকারের পাশাপাশি বেসরকারি সংস্থাগুলোও সহায়তায় এগিয়ে এসেছে। ইতোমধ্যে শুকনো খাবার, বিশুদ্ধ পানি ও ওষুধ বিতরণ শুরু হয়েছে। তবে চাহিদার তুলনায় সরবরাহ অপ্রতুল বলে জানিয়েছেন ভুক্তভোগীরা। xyxy=(328,285,466,387)
article-tamim xyxy=(481,606,618,786)
article-body: এ বিষয়ে সংশ্লিষ্ট কর্মকর্তারা জানিয়েছেন, পরিস্থিতি স্বাভাবিক রাখতে সব ধরনের প্রস্তুতি নেওয়া হয়েছে। স্থানীয় প্রশাসনের পক্ষ থেকে প্রয়োজনীয় ব্যবস্থা গ্রহণ করা হচ্ছে এবং ক্ষতিগ্রস্তদের তালিকা তৈরির কাজ চলছে। সংশ্লিষ্ট সূত্রে জানা গেছে, বিষয়টি নিয়ে তদন্ত কমিটি গঠন করা হয়েছে এবং প্রতিবেদন পাওয়ার পর দোষীদের বিরুদ্ধে আইনানুগ ব্যবস্থা নেওয়া হবে। এদিকে এলাকাবাসীর অভিযোগ, দীর্ঘদিন ধরে এ সমস্যার কোনো স্থায়ী সমাধান হয়নি। তারা দ্রুত কার্যকর পদক্ষেপ নেওয়ার দাবি জানিয়েছেন। কর্তৃপক্ষ বলছে, সীমিত সামর্থ্যের মধ্যেও সর্বোচ্চ চেষ্টা চালিয়ে যাওয়া হচ্ছে। xyxy=(784,691,929,793)
page-header xyxy=(16,8,929,66)
article-barnicat xyxy=(176,163,313,932)
article-body: এ বিষয়ে সংশ্লিষ্ট কর্মকর্তারা জানিয়েছেন, পরিস্থিতি স্বাভাবিক রাখতে সব ধরনের প্রস্তুতি নেওয়া হয়েছে। স্থানীয় প্রশাসনের পক্ষ থেকে প্রয়োজনীয় ব্যবস্থা গ্রহণ করা হচ্ছে এবং ক্ষতিগ্রস্তদের তালিকা তৈরির কাজ চলছে। সংশ্লিষ্ট সূত্রে জানা গেছে, বিষয়টি নিয়ে তদন্ত কমিটি গঠন করা হয়েছে এবং প্রতিবেদন পাওয়ার পর দোষীদের বিরুদ্ধে আইনানুগ ব্যবস্থা নেওয়া হবে। এদিকে এলাকাবাসীর অভিযোগ, দীর্ঘদিন ধরে এ সমস্যার কোনো স্থায়ী সমাধান হয়নি। তারা দ্রুত কার্যকর পদক্ষেপ নেওয়ার দাবি জানিয়েছেন। কর্তৃপক্ষ বলছে, সীমিত সামর্থ্যের মধ্যেও সর্বোচ্চ চেষ্টা চালিয়ে যাওয়া হচ্ছে। xyxy=(16,1060,162,1162)
article-body: এ বিষয়ে সংশ্লিষ্ট কর্মকর্তারা জানিয়েছেন, পরিস্থিতি স্বাভাবিক রাখতে সব ধরনের প্রস্তুতি নেওয়া হয়েছে। স্থানীয় প্রশাসনের পক্ষ থেকে প্রয়োজনীয় ব্যবস্থা গ্রহণ করা হচ্ছে এবং ক্ষতিগ্রস্তদের তালিকা তৈরির কাজ চলছে। সংশ্লিষ্ট সূত্রে জানা গেছে, বিষয়টি নিয়ে তদন্ত কমিটি গঠন করা হয়েছে এবং প্রতিবেদন পাওয়ার পর দোষীদের বিরুদ্ধে আইনানুগ ব্যবস্থা নেওয়া হবে। এদিকে এলাকাবাসীর অভিযোগ, দীর্ঘদিন ধরে এ সমস্যার কোনো স্থায়ী সমাধান হয়নি। তারা দ্রুত কার্যকর পদক্ষেপ নেওয়ার দাবি জানিয়েছেন। কর্তৃপক্ষ বলছে, সীমিত সামর্থ্যের মধ্যেও সর্বোচ্চ চেষ্টা চালিয়ে যাওয়া হচ্ছে। xyxy=(328,179,466,281)
continued-from-label: প্রথম পৃষ্ঠার পর xyxy=(838,333,876,341)
column-2 xyxy=(168,72,320,1432)
masthead-tagline: পরিবর্তনের ও সাহসিকতার প্রতিচ্ছবি xyxy=(836,25,929,31)
article-body: জানা গেছে, গত কয়েক দিনের টানা বৃষ্টি ও উজান থেকে নেমে আসা ঢলে নদ-নদীর পানি বিপৎসীমার ওপর দিয়ে প্রবাহিত হচ্ছে। নিম্নাঞ্চল প্লাবিত হয়ে বহু ঘরবাড়ি, ফসলি জমি ও মাছের ঘের তলিয়ে গেছে। যোগাযোগব্যবস্থা ভেঙে পড়ায় দুর্ভোগে পড়েছেন লাখো মানুষ। আশ্রয়কেন্দ্রগুলোতে ঠাঁই নিয়েছেন হাজারো পরিবার। প্রশাসন বলছে, পর্যাপ্ত ত্রাণ মজুত রয়েছে এবং বিতরণ কার্যক্রম অব্যাহত আছে। উদ্ধারকাজে সেনাবাহিনী, নৌবাহিনী ও স্বেচ্ছাসেবকরা অংশ নিয়েছেন। পরিস্থিতির উন্নতি না হওয়া পর্যন্ত কার্যক্রম চলবে বলে জানানো হয়েছে। xyxy=(176,509,314,612)
article-headline: বিদ্যুৎ ও জ্বালানি xyxy=(665,537,737,550)
continued-from-label: প্রথম পৃষ্ঠার পর xyxy=(683,312,720,320)
article-body: জানা গেছে, গত কয়েক দিনের টানা বৃষ্টি ও উজান থেকে নেমে আসা ঢলে নদ-নদীর পানি বিপৎসীমার ওপর দিয়ে প্রবাহিত হচ্ছে। নিম্নাঞ্চল প্লাবিত হয়ে বহু ঘরবাড়ি, ফসলি জমি ও মাছের ঘের তলিয়ে গেছে। যোগাযোগব্যবস্থা ভেঙে পড়ায় দুর্ভোগে পড়েছেন লাখো মানুষ। আশ্রয়কেন্দ্রগুলোতে ঠাঁই নিয়েছেন হাজারো পরিবার। প্রশাসন বলছে, পর্যাপ্ত ত্রাণ মজুত রয়েছে এবং বিতরণ কার্যক্রম অব্যাহত আছে। উদ্ধারকাজে সেনাবাহিনী, নৌবাহিনী ও স্বেচ্ছাসেবকরা অংশ নিয়েছেন। পরিস্থিতির উন্নতি না হওয়া পর্যন্ত কার্যক্রম চলবে বলে জানানো হয়েছে। xyxy=(176,829,314,931)
continued-from-label: প্রথম পৃষ্ঠার পর xyxy=(70,104,107,112)
article-body: এ বিষয়ে সংশ্লিষ্ট কর্মকর্তারা জানিয়েছেন, পরিস্থিতি স্বাভাবিক রাখতে সব ধরনের প্রস্তুতি নেওয়া হয়েছে। স্থানীয় প্রশাসনের পক্ষ থেকে প্রয়োজনীয় ব্যবস্থা গ্রহণ করা হচ্ছে এবং ক্ষতিগ্রস্তদের তালিকা তৈরির কাজ চলছে। সংশ্লিষ্ট সূত্রে জানা গেছে, বিষয়টি নিয়ে তদন্ত কমিটি গঠন করা হয়েছে এবং প্রতিবেদন পাওয়ার পর দোষীদের বিরুদ্ধে আইনানুগ ব্যবস্থা নেওয়া হবে। এদিকে এলাকাবাসীর অভিযোগ, দীর্ঘদিন ধরে এ সমস্যার কোনো স্থায়ী সমাধান হয়নি। তারা দ্রুত কার্যকর পদক্ষেপ নেওয়ার দাবি জানিয়েছেন। কর্তৃপক্ষ বলছে, সীমিত সামর্থ্যের মধ্যেও সর্বোচ্চ চেষ্টা চালিয়ে যাওয়া হচ্ছে। xyxy=(632,781,770,883)
article-body: বিশেষজ্ঞরা বলছেন, সামগ্রিক পরিস্থিতি বিবেচনায় নিয়ে দীর্ঘমেয়াদি পরিকল্পনা গ্রহণ করা জরুরি। এ জন্য সংশ্লিষ্ট সব পক্ষের সমন্বিত উদ্যোগ প্রয়োজন বলে মনে করেন তারা। গতকাল সরেজমিনে দেখা যায়, বিভিন্ন এলাকায় মানুষের মধ্যে উদ্বেগ-উৎকণ্ঠা বিরাজ করছে। অনেকে প্রয়োজনীয় জিনিসপত্র নিয়ে নিরাপদ আশ্রয়ে যাওয়ার প্রস্তুতি নিচ্ছেন। স্থানীয় জনপ্রতিনিধিরা জানান, সরকারের পাশাপাশি বেসরকারি সংস্থাগুলোও সহায়তায় এগিয়ে এসেছে। ইতোমধ্যে শুকনো খাবার, বিশুদ্ধ পানি ও ওষুধ বিতরণ শুরু হয়েছে। তবে চাহিদার তুলনায় সরবরাহ অপ্রতুল বলে জানিয়েছেন ভুক্তভোগীরা। xyxy=(784,346,929,448)
article-bangladesh-bonna xyxy=(16,566,161,687)
article-body: বিশেষজ্ঞরা বলছেন, সামগ্রিক পরিস্থিতি বিবেচনায় নিয়ে দীর্ঘমেয়াদি পরিকল্পনা গ্রহণ করা জরুরি। এ জন্য সংশ্লিষ্ট সব পক্ষের সমন্বিত উদ্যোগ প্রয়োজন বলে মনে করেন তারা। গতকাল সরেজমিনে দেখা যায়, বিভিন্ন এলাকায় মানুষের মধ্যে উদ্বেগ-উৎকণ্ঠা বিরাজ করছে। অনেকে প্রয়োজনীয় জিনিসপত্র নিয়ে নিরাপদ আশ্রয়ে যাওয়ার প্রস্তুতি নিচ্ছেন। স্থানীয় জনপ্রতিনিধিরা জানান, সরকারের পাশাপাশি বেসরকারি সংস্থাগুলোও সহায়তায় এগিয়ে এসেছে। ইতোমধ্যে শুকনো খাবার, বিশুদ্ধ পানি ও ওষুধ বিতরণ শুরু হয়েছে। তবে চাহিদার তুলনায় সরবরাহ অপ্রতুল বলে জানিয়েছেন ভুক্তভোগীরা। xyxy=(16,457,162,559)
article-body: জানা গেছে, গত কয়েক দিনের টানা বৃষ্টি ও উজান থেকে নেমে আসা ঢলে নদ-নদীর পানি বিপৎসীমার ওপর দিয়ে প্রবাহিত হচ্ছে। নিম্নাঞ্চল প্লাবিত হয়ে বহু ঘরবাড়ি, ফসলি জমি ও মাছের ঘের তলিয়ে গেছে। যোগাযোগব্যবস্থা ভেঙে পড়ায় দুর্ভোগে পড়েছেন লাখো মানুষ। আশ্রয়কেন্দ্রগুলোতে ঠাঁই নিয়েছেন হাজারো পরিবার। প্রশাসন বলছে, পর্যাপ্ত ত্রাণ মজুত রয়েছে এবং বিতরণ কার্যক্রম অব্যাহত আছে। উদ্ধারকাজে সেনাবাহিনী, নৌবাহিনী ও স্বেচ্ছাসেবকরা অংশ নিয়েছেন। পরিস্থিতির উন্নতি না হওয়া পর্যন্ত কার্যক্রম চলবে বলে জানানো হয়েছে। xyxy=(784,209,929,302)
article-faridpur xyxy=(16,926,161,1269)
article-body: সংবাদ সম্মেলনে তিনি আরও বলেন, জনগণের স্বার্থে প্রয়োজনীয় সব পদক্ষেপ নেওয়া হবে। কোনো অনিয়ম বা দুর্নীতি সহ্য করা হবে না। অভিযোগ প্রমাণিত হলে সংশ্লিষ্টদের বিরুদ্ধে কঠোর ব্যবস্থা নেওয়া হবে বলেও তিনি জানান। এ সময় উপস্থিত ছিলেন সংগঠনের জ্যেষ্ঠ নেতারা, প্রশাসনের ঊর্ধ্বতন কর্মকর্তা এবং বিভিন্ন শ্রেণি-পেশার মানুষ। অনুষ্ঠানে বক্তারা বর্তমান পরিস্থিতি তুলে ধরে ভবিষ্যৎ করণীয় নির্ধারণে মতামত তুলে ধরেন। সভা শেষে সিদ্ধান্তসমূহ দ্রুত বাস্তবায়নের তাগিদ দেওয়া হয়। xyxy=(632,887,770,980)
article-body: জানা গেছে, গত কয়েক দিনের টানা বৃষ্টি ও উজান থেকে নেমে আসা ঢলে নদ-নদীর পানি বিপৎসীমার ওপর দিয়ে প্রবাহিত হচ্ছে। নিম্নাঞ্চল প্লাবিত হয়ে বহু ঘরবাড়ি, ফসলি জমি ও মাছের ঘের তলিয়ে গেছে। যোগাযোগব্যবস্থা ভেঙে পড়ায় দুর্ভোগে পড়েছেন লাখো মানুষ। আশ্রয়কেন্দ্রগুলোতে ঠাঁই নিয়েছেন হাজারো পরিবার। প্রশাসন বলছে, পর্যাপ্ত ত্রাণ মজুত রয়েছে এবং বিতরণ কার্যক্রম অব্যাহত আছে। উদ্ধারকাজে সেনাবাহিনী, নৌবাহিনী ও স্বেচ্ছাসেবকরা অংশ নিয়েছেন। পরিস্থিতির উন্নতি না হওয়া পর্যন্ত কার্যক্রম চলবে বলে জানানো হয়েছে। xyxy=(16,963,162,1056)
article-body: সংবাদ সম্মেলনে তিনি আরও বলেন, জনগণের স্বার্থে প্রয়োজনীয় সব পদক্ষেপ নেওয়া হবে। কোনো অনিয়ম বা দুর্নীতি সহ্য করা হবে না। অভিযোগ প্রমাণিত হলে সংশ্লিষ্টদের বিরুদ্ধে কঠোর ব্যবস্থা নেওয়া হবে বলেও তিনি জানান। এ সময় উপস্থিত ছিলেন সংগঠনের জ্যেষ্ঠ নেতারা, প্রশাসনের ঊর্ধ্বতন কর্মকর্তা এবং বিভিন্ন শ্রেণি-পেশার মানুষ। অনুষ্ঠানে বক্তারা বর্তমান পরিস্থিতি তুলে ধরে ভবিষ্যৎ করণীয় নির্ধারণে মতামত তুলে ধরেন। সভা শেষে সিদ্ধান্তসমূহ দ্রুত বাস্তবায়নের তাগিদ দেওয়া হয়। xyxy=(16,836,162,919)
article-body: বিশেষজ্ঞরা বলছেন, সামগ্রিক পরিস্থিতি বিবেচনায় নিয়ে দীর্ঘমেয়াদি পরিকল্পনা গ্রহণ করা জরুরি। এ জন্য সংশ্লিষ্ট সব পক্ষের সমন্বিত উদ্যোগ প্রয়োজন বলে মনে করেন তারা। গতকাল সরেজমিনে দেখা যায়, বিভিন্ন এলাকায় মানুষের মধ্যে উদ্বেগ-উৎকণ্ঠা বিরাজ করছে। অনেকে প্রয়োজনীয় জিনিসপত্র নিয়ে নিরাপদ আশ্রয়ে যাওয়ার প্রস্তুতি নিচ্ছেন। স্থানীয় জনপ্রতিনিধিরা জানান, সরকারের পাশাপাশি বেসরকারি সংস্থাগুলোও সহায়তায় এগিয়ে এসেছে। ইতোমধ্যে শুকনো খাবার, বিশুদ্ধ পানি ও ওষুধ বিতরণ শুরু হয়েছে। তবে চাহিদার তুলনায় সরবরাহ অপ্রতুল বলে জানিয়েছেন ভুক্তভোগীরা। xyxy=(328,675,466,777)
continued-from-label: প্রথম পৃষ্ঠার পর xyxy=(226,186,263,194)
continued-from-label: প্রথম পৃষ্ঠার পর xyxy=(70,717,107,725)
article-body: বিশেষজ্ঞরা বলছেন, সামগ্রিক পরিস্থিতি বিবেচনায় নিয়ে দীর্ঘমেয়াদি পরিকল্পনা গ্রহণ করা জরুরি। এ জন্য সংশ্লিষ্ট সব পক্ষের সমন্বিত উদ্যোগ প্রয়োজন বলে মনে করেন তারা। গতকাল সরেজমিনে দেখা যায়, বিভিন্ন এলাকায় মানুষের মধ্যে উদ্বেগ-উৎকণ্ঠা বিরাজ করছে। অনেকে প্রয়োজনীয় জিনিসপত্র নিয়ে নিরাপদ আশ্রয়ে যাওয়ার প্রস্তুতি নিচ্ছেন। স্থানীয় জনপ্রতিনিধিরা জানান, সরকারের পাশাপাশি বেসরকারি সংস্থাগুলোও সহায়তায় এগিয়ে এসেছে। ইতোমধ্যে শুকনো খাবার, বিশুদ্ধ পানি ও ওষুধ বিতরণ শুরু হয়েছে। তবে চাহিদার তুলনায় সরবরাহ অপ্রতুল বলে জানিয়েছেন ভুক্তভোগীরা। xyxy=(176,722,314,824)
article-body: জানা গেছে, গত কয়েক দিনের টানা বৃষ্টি ও উজান থেকে নেমে আসা ঢলে নদ-নদীর পানি বিপৎসীমার ওপর দিয়ে প্রবাহিত হচ্ছে। নিম্নাঞ্চল প্লাবিত হয়ে বহু ঘরবাড়ি, ফসলি জমি ও মাছের ঘের তলিয়ে গেছে। যোগাযোগব্যবস্থা ভেঙে পড়ায় দুর্ভোগে পড়েছেন লাখো মানুষ। আশ্রয়কেন্দ্রগুলোতে ঠাঁই নিয়েছেন হাজারো পরিবার। প্রশাসন বলছে, পর্যাপ্ত ত্রাণ মজুত রয়েছে এবং বিতরণ কার্যক্রম অব্যাহত আছে। উদ্ধারকাজে সেনাবাহিনী, নৌবাহিনী ও স্বেচ্ছাসেবকরা অংশ নিয়েছেন। পরিস্থিতির উন্নতি না হওয়া পর্যন্ত কার্যক্রম চলবে বলে জানানো হয়েছে। xyxy=(784,992,929,1085)
article-byline: নিজস্ব প্রতিনিধি xyxy=(888,678,929,686)
article-body: এ বিষয়ে সংশ্লিষ্ট কর্মকর্তারা জানিয়েছেন, পরিস্থিতি স্বাভাবিক রাখতে সব ধরনের প্রস্তুতি নেওয়া হয়েছে। স্থানীয় প্রশাসনের পক্ষ থেকে প্রয়োজনীয় ব্যবস্থা গ্রহণ করা হচ্ছে এবং ক্ষতিগ্রস্তদের তালিকা তৈরির কাজ চলছে। সংশ্লিষ্ট সূত্রে জানা গেছে, বিষয়টি নিয়ে তদন্ত কমিটি গঠন করা হয়েছে এবং প্রতিবেদন পাওয়ার পর দোষীদের বিরুদ্ধে আইনানুগ ব্যবস্থা নেওয়া হবে। এদিকে এলাকাবাসীর অভিযোগ, দীর্ঘদিন ধরে এ সমস্যার কোনো স্থায়ী সমাধান হয়নি। তারা দ্রুত কার্যকর পদক্ষেপ নেওয়ার দাবি জানিয়েছেন। কর্তৃপক্ষ বলছে, সীমিত সামর্থ্যের মধ্যেও সর্বোচ্চ চেষ্টা চালিয়ে যাওয়া হচ্ছে। xyxy=(16,117,162,219)
continued-from-label: প্রথম পৃষ্ঠার পর xyxy=(378,662,416,670)
article-arthik-khat xyxy=(16,693,161,920)
article-shakib xyxy=(481,222,618,357)
article-bonna-khoti xyxy=(16,323,161,560)
article-body: জানা গেছে, গত কয়েক দিনের টানা বৃষ্টি ও উজান থেকে নেমে আসা ঢলে নদ-নদীর পানি বিপৎসীমার ওপর দিয়ে প্রবাহিত হচ্ছে। নিম্নাঞ্চল প্লাবিত হয়ে বহু ঘরবাড়ি, ফসলি জমি ও মাছের ঘের তলিয়ে গেছে। যোগাযোগব্যবস্থা ভেঙে পড়ায় দুর্ভোগে পড়েছেন লাখো মানুষ। আশ্রয়কেন্দ্রগুলোতে ঠাঁই নিয়েছেন হাজারো পরিবার। প্রশাসন বলছে, পর্যাপ্ত ত্রাণ মজুত রয়েছে এবং বিতরণ কার্যক্রম অব্যাহত আছে। উদ্ধারকাজে সেনাবাহিনী, নৌবাহিনী ও স্বেচ্ছাসেবকরা অংশ নিয়েছেন। পরিস্থিতির উন্নতি না হওয়া পর্যন্ত কার্যক্রম চলবে বলে জানানো হয়েছে। xyxy=(328,73,466,175)
article-headline: ফরিদপুরে শামা ওবায়েদের বিরুদ্ধে xyxy=(17,933,161,946)
article-body: সংবাদ সম্মেলনে তিনি আরও বলেন, জনগণের স্বার্থে প্রয়োজনীয় সব পদক্ষেপ নেওয়া হবে। কোনো অনিয়ম বা দুর্নীতি সহ্য করা হবে না। অভিযোগ প্রমাণিত হলে সংশ্লিষ্টদের বিরুদ্ধে কঠোর ব্যবস্থা নেওয়া হবে বলেও তিনি জানান। এ সময় উপস্থিত ছিলেন সংগঠনের জ্যেষ্ঠ নেতারা, প্রশাসনের ঊর্ধ্বতন কর্মকর্তা এবং বিভিন্ন শ্রেণি-পেশার মানুষ। অনুষ্ঠানে বক্তারা বর্তমান পরিস্থিতি তুলে ধরে ভবিষ্যৎ করণীয় নির্ধারণে মতামত তুলে ধরেন। সভা শেষে সিদ্ধান্তসমূহ দ্রুত বাস্তবায়নের তাগিদ দেওয়া হয়। xyxy=(16,603,162,686)
article-body: এদিকে সার্বিক বিষয় পর্যবেক্ষণে রাখা হয়েছে বলে জানিয়েছে সংশ্লিষ্ট দপ্তর। প্রয়োজনে আরও কঠোর পদক্ষেপ নেওয়া হবে। পরিস্থিতি পর্যালোচনায় নিয়মিত বৈঠক চলছে বলেও সূত্র নিশ্চিত করেছে। xyxy=(480,179,618,215)
article-continuation xyxy=(633,72,770,282)
article-body: সংবাদ সম্মেলনে তিনি আরও বলেন, জনগণের স্বার্থে প্রয়োজনীয় সব পদক্ষেপ নেওয়া হবে। কোনো অনিয়ম বা দুর্নীতি সহ্য করা হবে না। অভিযোগ প্রমাণিত হলে সংশ্লিষ্টদের বিরুদ্ধে কঠোর ব্যবস্থা নেওয়া হবে বলেও তিনি জানান। এ সময় উপস্থিত ছিলেন সংগঠনের জ্যেষ্ঠ নেতারা, প্রশাসনের ঊর্ধ্বতন কর্মকর্তা এবং বিভিন্ন শ্রেণি-পেশার মানুষ। অনুষ্ঠানে বক্তারা বর্তমান পরিস্থিতি তুলে ধরে ভবিষ্যৎ করণীয় নির্ধারণে মতামত তুলে ধরেন। সভা শেষে সিদ্ধান্তসমূহ দ্রুত বাস্তবায়নের তাগিদ দেওয়া হয়। xyxy=(328,392,466,485)
